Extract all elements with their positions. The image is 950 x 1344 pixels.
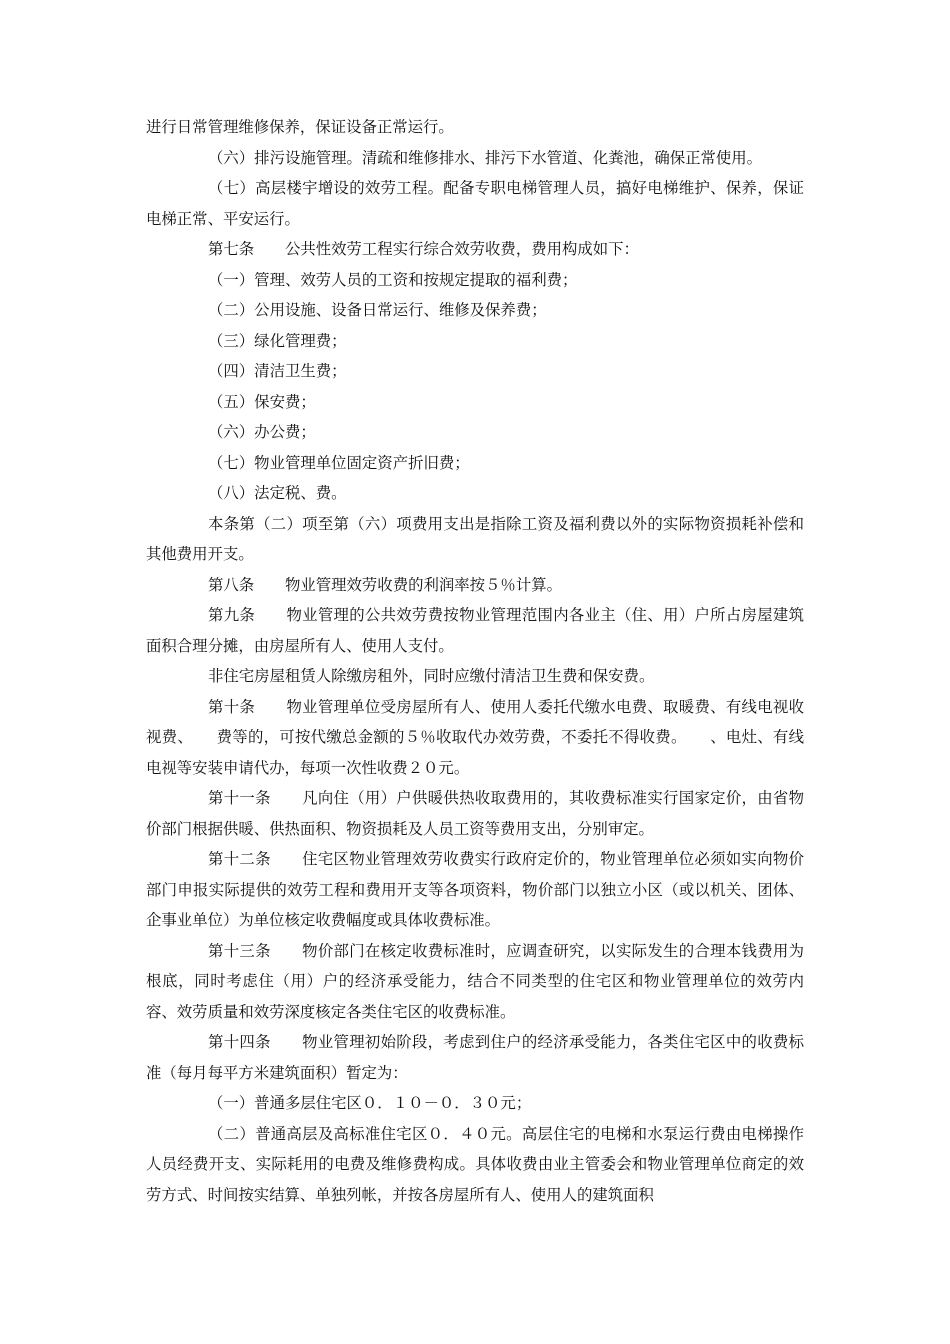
paragraph-3: （七）高层楼宇增设的效劳工程。配备专职电梯管理人员，搞好电梯维护、保养，保证电梯正常、平安运行。 bbox=[146, 179, 804, 228]
list-item-6: （六）办公费； bbox=[208, 423, 316, 441]
article-14: 第十四条 物业管理初始阶段，考虑到住户的经济承受能力，各类住宅区中的收费标准（每月每平方米建筑面积）暂定为： bbox=[146, 1033, 804, 1082]
article-13: 第十三条 物价部门在核定收费标准时，应调查研究，以实际发生的合理本钱费用为根底，同时考虑住（用）户的经济承受能力，结合不同类型的住宅区和物业管理单位的效劳内容、效劳质量和效劳深度核定各类住宅区的收费标准。 bbox=[146, 941, 804, 1021]
article-12: 第十二条 住宅区物业管理效劳收费实行政府定价的，物业管理单位必须如实向物价部门申报实际提供的效劳工程和费用开支等各项资料，物价部门以独立小区（或以机关、团体、企事业单位）为单位核定收费幅度或具体收费标准。 bbox=[146, 850, 804, 929]
paragraph-2: （六）排污设施管理。清疏和维修排水、排污下水管道、化粪池，确保正常使用。 bbox=[208, 148, 763, 167]
list-item-5: （五）保安费； bbox=[208, 392, 316, 411]
article-10: 第十条 物业管理单位受房屋所有人、使用人委托代缴水电费、取暖费、有线电视收视费、 费等的，可按代缴总金额的５％收取代办效劳费，不委托不得收费。 、电灶、有线电视等安装申请代办，每项一次性收费２０元。 bbox=[146, 697, 804, 777]
article-7-heading: 第七条 公共性效劳工程实行综合效劳收费，费用构成如下： bbox=[208, 240, 639, 258]
document-body bbox=[146, 112, 804, 1210]
article-9: 第九条 物业管理的公共效劳费按物业管理范围内各业主（住、用）户所占房屋建筑面积合理分摊，由房屋所有人、使用人支付。 bbox=[146, 606, 804, 655]
article-11: 第十一条 凡向住（用）户供暖供热收取费用的，其收费标准实行国家定价，由省物价部门根据供暖、供热面积、物资损耗及人员工资等费用支出，分别审定。 bbox=[146, 789, 804, 838]
list-item-8: （八）法定税、费。 bbox=[208, 484, 347, 502]
fee-item-1: （一）普通多层住宅区０．１０－０．３０元； bbox=[208, 1094, 532, 1112]
paragraph-nonresidential: 非住宅房屋租赁人除缴房租外，同时应缴付清洁卫生费和保安费。 bbox=[208, 667, 655, 685]
fee-item-2: （二）普通高层及高标准住宅区０．４０元。高层住宅的电梯和水泵运行费由电梯操作人员经费开支、实际耗用的电费及维修费构成。具体收费由业主管委会和物业管理单位商定的效劳方式、时间按实结算、单独列帐，并按各房屋所有人、使用人的建筑面积 bbox=[146, 1124, 804, 1204]
paragraph-note: 本条第（二）项至第（六）项费用支出是指除工资及福利费以外的实际物资损耗补偿和其他费用开支。 bbox=[146, 514, 804, 563]
list-item-1: （一）管理、效劳人员的工资和按规定提取的福利费； bbox=[208, 270, 578, 289]
list-item-4: （四）清洁卫生费； bbox=[208, 362, 347, 380]
article-8: 第八条 物业管理效劳收费的利润率按５％计算。 bbox=[208, 575, 562, 594]
paragraph-1: 进行日常管理维修保养，保证设备正常运行。 bbox=[146, 118, 454, 136]
list-item-2: （二）公用设施、设备日常运行、维修及保养费； bbox=[208, 301, 547, 319]
list-item-7: （七）物业管理单位固定资产折旧费； bbox=[208, 453, 470, 472]
list-item-3: （三）绿化管理费； bbox=[208, 331, 347, 350]
